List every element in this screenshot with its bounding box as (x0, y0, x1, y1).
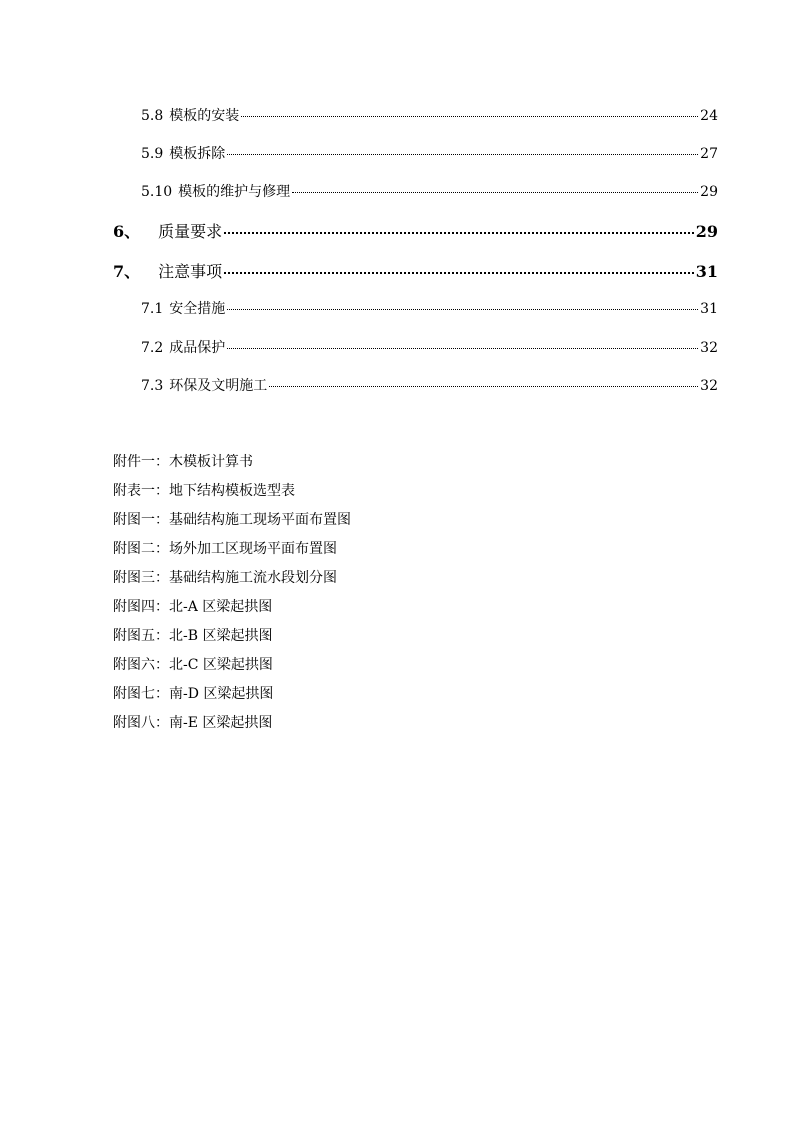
toc-page: 32 (700, 378, 718, 394)
toc-leader (224, 232, 694, 234)
toc-leader (292, 192, 698, 193)
appendix-item: 附件一：木模板计算书 (113, 454, 253, 470)
toc-leader (269, 386, 698, 387)
appendix-item: 附图五：北-B 区梁起拱图 (113, 628, 273, 644)
toc-leader (227, 154, 698, 155)
toc-entry-5-10[interactable] (141, 181, 718, 201)
toc-title: 环保及文明施工 (169, 378, 268, 394)
toc-title: 模板拆除 (169, 146, 226, 162)
toc-page: 29 (695, 222, 718, 241)
appendix-list (113, 448, 351, 738)
toc-number: 5.9 (141, 146, 164, 162)
toc-page: 31 (700, 301, 718, 317)
toc-title: 质量要求 (158, 222, 223, 241)
appendix-item: 附表一：地下结构模板选型表 (113, 483, 295, 499)
toc-page: 29 (700, 184, 718, 200)
toc-leader (227, 309, 698, 310)
toc-number: 6、 (113, 222, 141, 241)
toc-entry-7-1[interactable] (141, 298, 718, 318)
toc-entry-6[interactable] (113, 219, 718, 242)
toc-title: 模板的维护与修理 (178, 184, 291, 200)
toc-title: 成品保护 (169, 340, 226, 356)
toc-number: 5.8 (141, 108, 164, 124)
toc-title: 模板的安装 (169, 108, 240, 124)
toc-number: 5.10 (141, 184, 173, 200)
toc-page: 31 (695, 262, 718, 281)
toc-page: 32 (700, 340, 718, 356)
appendix-item: 附图四：北-A 区梁起拱图 (113, 599, 273, 615)
toc-entry-7-2[interactable] (141, 337, 718, 357)
toc-entry-7[interactable] (113, 259, 718, 282)
toc-entry-5-8[interactable] (141, 105, 718, 125)
toc-entry-5-9[interactable] (141, 143, 718, 163)
toc-page: 24 (700, 108, 718, 124)
appendix-item: 附图一：基础结构施工现场平面布置图 (113, 512, 351, 528)
toc-page: 27 (700, 146, 718, 162)
toc-entry-7-3[interactable] (141, 375, 718, 395)
toc-leader (224, 272, 694, 274)
toc-number: 7.1 (141, 301, 164, 317)
appendix-item: 附图三：基础结构施工流水段划分图 (113, 570, 337, 586)
toc-number: 7.2 (141, 340, 164, 356)
toc-leader (241, 116, 698, 117)
toc-leader (227, 348, 698, 349)
appendix-item: 附图八：南-E 区梁起拱图 (113, 715, 273, 731)
toc-number: 7、 (113, 262, 141, 281)
toc-number: 7.3 (141, 378, 164, 394)
toc-title: 安全措施 (169, 301, 226, 317)
appendix-item: 附图六：北-C 区梁起拱图 (113, 657, 273, 673)
appendix-item: 附图七：南-D 区梁起拱图 (113, 686, 274, 702)
toc-title: 注意事项 (158, 262, 223, 281)
appendix-item: 附图二：场外加工区现场平面布置图 (113, 541, 337, 557)
